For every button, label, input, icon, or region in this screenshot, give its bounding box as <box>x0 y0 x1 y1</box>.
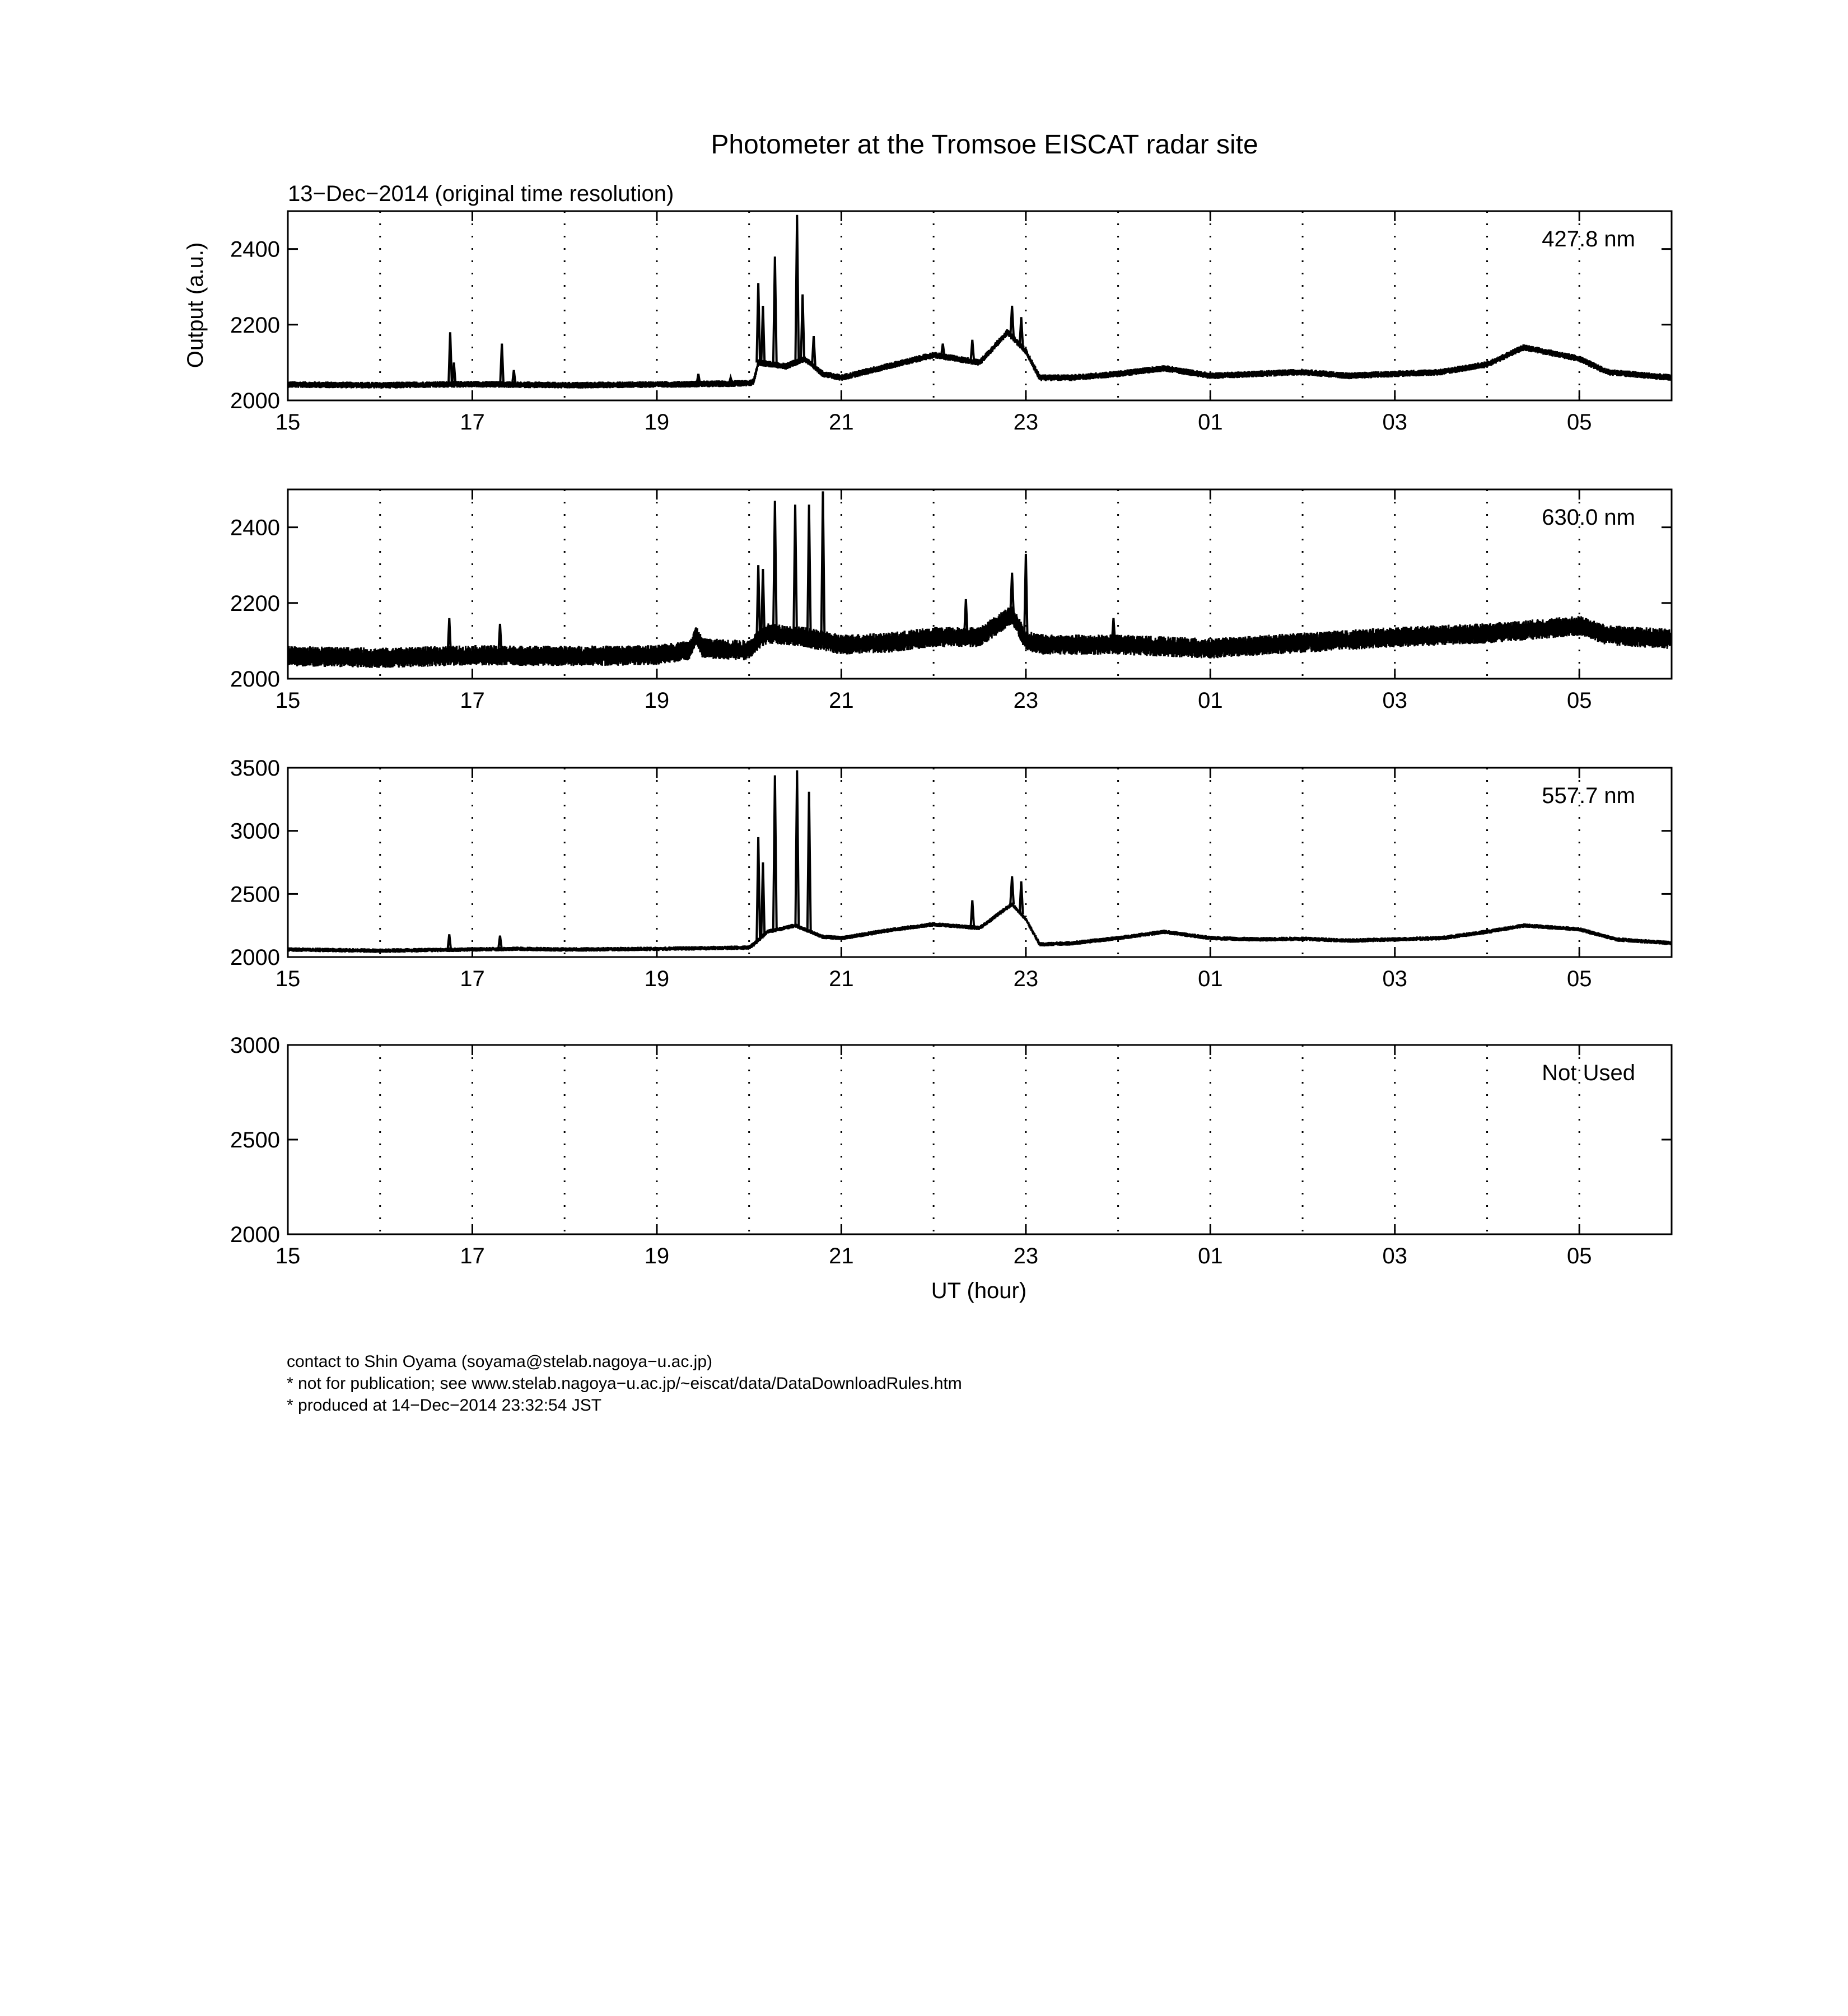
panel-label: 557.7 nm <box>1542 783 1635 808</box>
x-tick-label: 21 <box>829 967 854 991</box>
series-line <box>288 329 1672 389</box>
y-tick-label: 3500 <box>230 756 280 781</box>
y-axis-label: Output (a.u.) <box>183 242 208 368</box>
x-tick-label: 01 <box>1198 1244 1223 1268</box>
x-tick-label: 01 <box>1198 410 1223 435</box>
panel-4 <box>230 1033 1672 1268</box>
panel-label: 427.8 nm <box>1542 227 1635 251</box>
series-spike <box>808 505 811 638</box>
series-spike <box>761 862 764 936</box>
x-tick-label: 21 <box>829 1244 854 1268</box>
series-spike <box>761 306 764 363</box>
footer-produced-at: * produced at 14−Dec−2014 23:32:54 JST <box>287 1396 602 1415</box>
footer-contact: contact to Shin Oyama (soyama@stelab.nagoya−u.ac.jp) <box>287 1352 713 1371</box>
series-spike <box>757 565 760 641</box>
series-spike <box>795 215 799 362</box>
footer-publication-note: * not for publication; see www.stelab.nagoya−u.ac.jp/~eiscat/data/DataDownloadRules.htm <box>287 1374 962 1393</box>
x-tick-label: 03 <box>1382 1244 1408 1268</box>
x-tick-label: 19 <box>644 410 670 435</box>
series-spike <box>822 491 825 641</box>
plot-frame <box>288 211 1672 400</box>
series-spike <box>447 934 451 950</box>
x-tick-label: 03 <box>1382 967 1408 991</box>
y-tick-label: 2200 <box>230 312 280 338</box>
x-tick-label: 01 <box>1198 688 1223 713</box>
x-tick-label: 15 <box>275 1244 301 1268</box>
series-line <box>288 606 1672 668</box>
x-tick-label: 05 <box>1567 410 1592 435</box>
x-tick-label: 05 <box>1567 688 1592 713</box>
x-tick-label: 17 <box>460 410 485 435</box>
series-spike <box>801 295 804 360</box>
x-tick-label: 21 <box>829 688 854 713</box>
y-tick-label: 2200 <box>230 591 280 616</box>
panel-2 <box>230 489 1672 713</box>
x-tick-label: 01 <box>1198 967 1223 991</box>
x-tick-label: 15 <box>275 967 301 991</box>
x-tick-label: 17 <box>460 967 485 991</box>
panel-3 <box>230 756 1672 991</box>
series-spike <box>1024 554 1028 641</box>
x-tick-label: 23 <box>1013 410 1039 435</box>
x-tick-label: 21 <box>829 410 854 435</box>
x-tick-label: 23 <box>1013 967 1039 991</box>
y-tick-label: 2000 <box>230 1222 280 1247</box>
x-tick-label: 03 <box>1382 688 1408 713</box>
series-spike <box>757 837 760 940</box>
y-tick-label: 3000 <box>230 819 280 844</box>
y-tick-label: 2000 <box>230 389 280 413</box>
series-spike <box>808 792 811 931</box>
panel-1 <box>230 211 1672 435</box>
figure-title: Photometer at the Tromsoe EISCAT radar site <box>711 130 1258 160</box>
series-spike <box>1020 317 1023 346</box>
y-tick-label: 2400 <box>230 237 280 262</box>
series-spike <box>1020 881 1023 914</box>
y-tick-label: 2400 <box>230 515 280 540</box>
x-tick-label: 19 <box>644 1244 670 1268</box>
y-tick-label: 3000 <box>230 1033 280 1058</box>
series-spike <box>794 505 797 636</box>
panel-label: 630.0 nm <box>1542 505 1635 530</box>
series-spike <box>761 569 764 637</box>
x-tick-label: 05 <box>1567 1244 1592 1268</box>
series-spike <box>970 900 974 928</box>
series-spike <box>757 283 760 362</box>
y-tick-label: 2500 <box>230 1128 280 1152</box>
series-spike <box>1010 876 1014 904</box>
y-tick-label: 2500 <box>230 882 280 907</box>
series-spike <box>812 336 815 366</box>
series-spike <box>970 340 974 361</box>
series-spike <box>795 771 799 927</box>
x-tick-label: 17 <box>460 688 485 713</box>
x-tick-label: 03 <box>1382 410 1408 435</box>
series-line <box>288 903 1672 953</box>
footer-notes <box>287 1351 962 1416</box>
x-tick-label: 23 <box>1013 688 1039 713</box>
series-spike <box>773 501 777 634</box>
x-tick-label: 23 <box>1013 1244 1039 1268</box>
panel-label: Not Used <box>1542 1061 1635 1085</box>
x-tick-label: 15 <box>275 688 301 713</box>
x-tick-label: 17 <box>460 1244 485 1268</box>
x-tick-label: 15 <box>275 410 301 435</box>
x-tick-label: 19 <box>644 688 670 713</box>
plot-frame <box>288 1045 1672 1234</box>
series-spike <box>449 332 452 384</box>
figure-subtitle: 13−Dec−2014 (original time resolution) <box>288 181 674 206</box>
y-tick-label: 2000 <box>230 945 280 970</box>
x-tick-label: 19 <box>644 967 670 991</box>
x-axis-label: UT (hour) <box>931 1278 1027 1303</box>
series-spike <box>500 344 503 385</box>
series-spike <box>773 256 777 365</box>
x-tick-label: 05 <box>1567 967 1592 991</box>
series-spike <box>773 776 777 930</box>
y-tick-label: 2000 <box>230 667 280 692</box>
series-spike <box>1010 306 1014 337</box>
